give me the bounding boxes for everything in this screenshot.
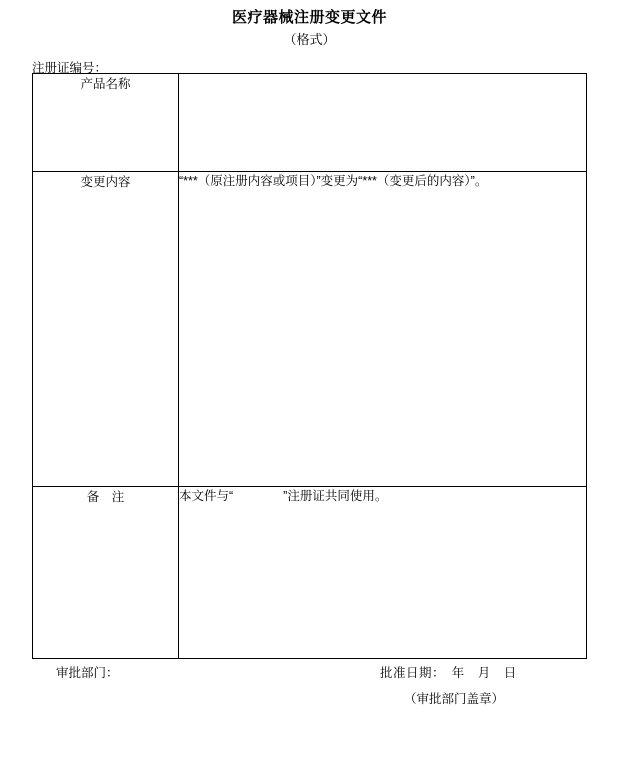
approval-seal-note: （审批部门盖章） bbox=[404, 692, 505, 706]
table-row bbox=[33, 487, 587, 659]
registration-number-label: 注册证编号： bbox=[32, 61, 108, 75]
footer-secondary-row bbox=[0, 689, 619, 709]
remark-label-cell bbox=[33, 487, 179, 659]
footer-primary-row bbox=[0, 663, 619, 683]
product-name-label: 产品名称 bbox=[80, 77, 131, 91]
document-footer bbox=[0, 663, 619, 709]
change-content-label: 变更内容 bbox=[80, 175, 131, 189]
approval-department-label: 审批部门： bbox=[56, 666, 119, 680]
document-page bbox=[0, 8, 619, 761]
page-subtitle: （格式） bbox=[283, 32, 336, 47]
remark-label: 备 注 bbox=[86, 490, 125, 504]
product-name-value-cell[interactable] bbox=[179, 74, 587, 172]
page-title: 医疗器械注册变更文件 bbox=[231, 9, 387, 26]
table-row bbox=[33, 74, 587, 172]
change-content-value-cell[interactable]: “***（原注册内容或项目）”变更为“***（变更后的内容）”。 bbox=[179, 172, 587, 487]
remark-value-cell[interactable]: 本文件与“ ”注册证共同使用。 bbox=[179, 487, 587, 659]
table-row bbox=[33, 172, 587, 487]
product-name-label-cell bbox=[33, 74, 179, 172]
change-content-label-cell bbox=[33, 172, 179, 487]
approval-date-label: 批准日期： 年 月 日 bbox=[380, 666, 517, 680]
change-form-table bbox=[32, 73, 587, 659]
